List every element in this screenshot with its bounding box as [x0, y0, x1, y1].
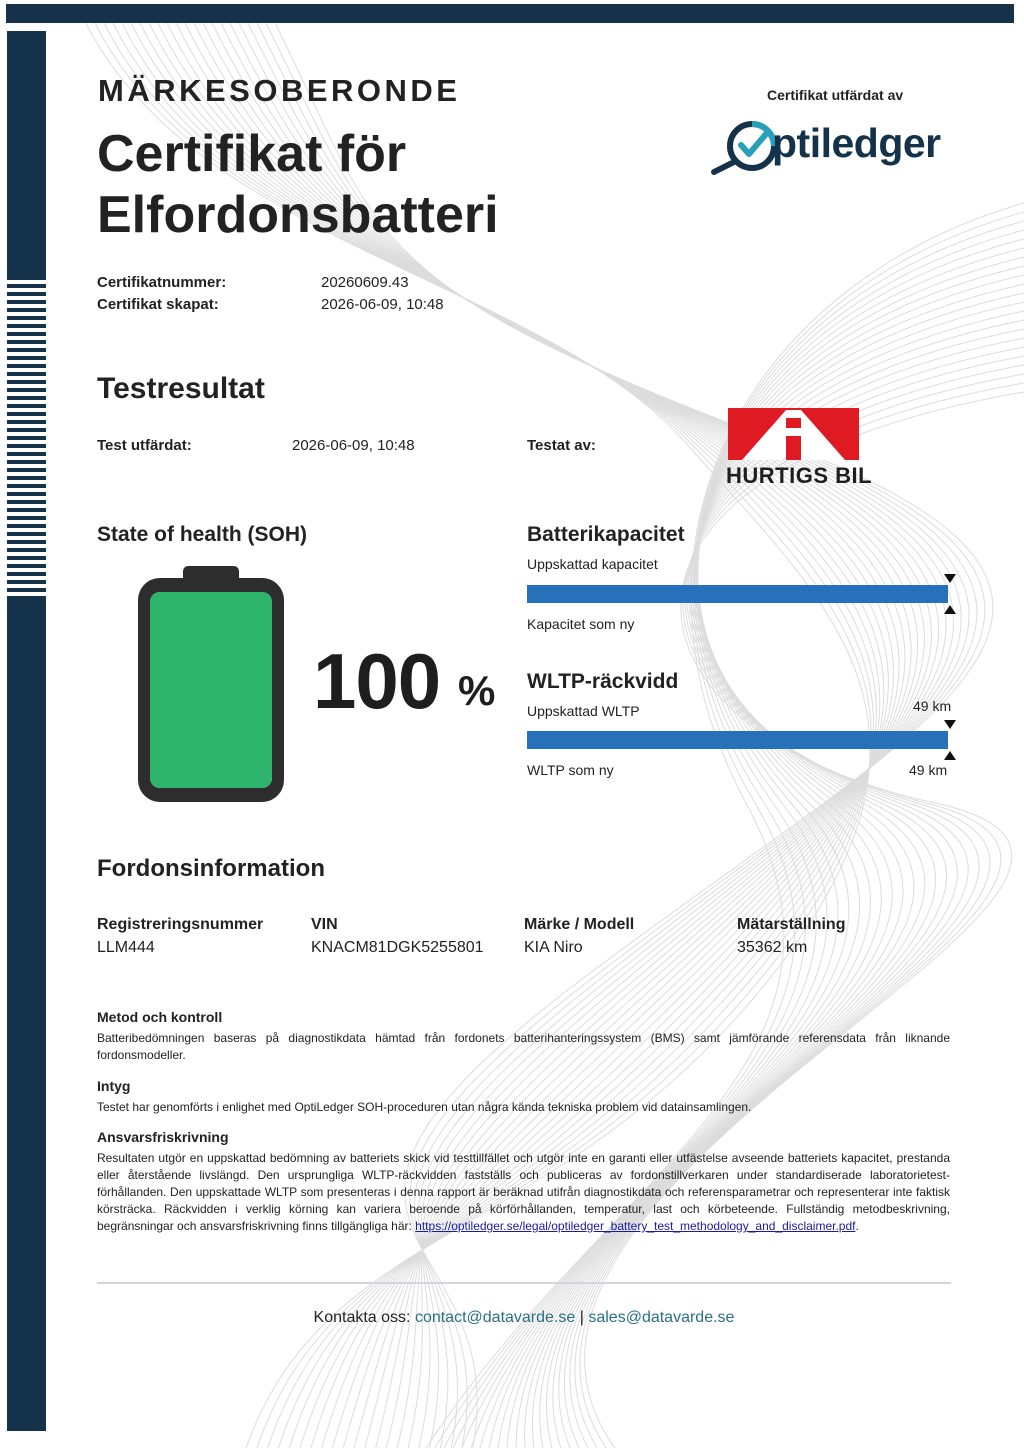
soh-heading: State of health (SOH) [97, 523, 308, 546]
method-heading: Metod och kontroll [97, 1009, 223, 1025]
capacity-new-marker [944, 605, 956, 614]
disclaimer-tail: . [855, 1219, 859, 1233]
footer-contact-label: Kontakta oss: [313, 1309, 411, 1326]
attestation-text: Testet har genomförts i enlighet med OptiLedger SOH-proceduren utan några kända tekniska problem vid datainsamlingen. [97, 1100, 752, 1114]
method-text: Batteribedömningen baseras på diagnostikdata hämtad från fordonets batterihanteringssystem (BMS) samt jämförande referensdata från liknande fordonsmodeller. [97, 1031, 950, 1062]
wltp-estimated-value: 49 km [913, 698, 952, 714]
document-title: Certifikat för Elfordonsbatteri [97, 125, 499, 244]
disclaimer-link[interactable]: https://optiledger.se/legal/optiledger_battery_test_methodology_and_disclaimer.pdf [415, 1219, 856, 1233]
certificate-created-value: 2026-06-09, 10:48 [321, 296, 444, 313]
test-results-heading: Testresultat [97, 372, 265, 405]
capacity-estimated-label: Uppskattad kapacitet [527, 556, 658, 572]
vehicle-vin-value: KNACM81DGK5255801 [311, 939, 484, 956]
battery-fill-level [150, 592, 272, 788]
capacity-bar-fill [527, 585, 948, 603]
capacity-heading: Batterikapacitet [527, 523, 685, 546]
wltp-new-label: WLTP som ny [527, 762, 614, 778]
wltp-estimated-label: Uppskattad WLTP [527, 703, 640, 719]
document-kicker: MÄRKESOBERONDE [98, 73, 461, 108]
top-border-bar [6, 4, 1014, 23]
disclaimer-text [97, 1150, 950, 1235]
hurtigs-bil-logo [726, 407, 873, 489]
wltp-new-value: 49 km [909, 762, 948, 778]
hurtigs-bil-logo-text: HURTIGS BIL [726, 463, 873, 488]
footer-separator: | [579, 1309, 584, 1326]
tested-by-label: Testat av: [527, 437, 596, 454]
magnifier-check-icon [708, 114, 778, 178]
certificate-number-value: 20260609.43 [321, 274, 409, 291]
side-border-bar [7, 31, 46, 1431]
footer-contact-email[interactable]: contact@datavarde.se [414, 1309, 576, 1326]
attestation-heading: Intyg [97, 1078, 131, 1094]
test-issued-value: 2026-06-09, 10:48 [292, 437, 415, 454]
optiledger-logo [708, 114, 958, 178]
battery-icon [136, 564, 286, 804]
vehicle-reg-label: Registreringsnummer [97, 916, 264, 933]
footer-divider [97, 1282, 951, 1284]
vehicle-odometer-value: 35362 km [737, 939, 808, 956]
wltp-bar-fill [527, 731, 948, 749]
soh-unit: % [458, 667, 496, 714]
capacity-bar [527, 585, 948, 603]
footer-sales-email[interactable]: sales@datavarde.se [588, 1309, 735, 1326]
issued-by-label: Certifikat utfärdat av [767, 87, 904, 103]
certificate-number-label: Certifikatnummer: [97, 274, 227, 291]
capacity-estimated-marker [944, 574, 956, 583]
hurtigs-road-icon [728, 408, 859, 460]
test-issued-label: Test utfärdat: [97, 437, 192, 454]
capacity-new-label: Kapacitet som ny [527, 616, 635, 632]
wltp-estimated-marker [944, 720, 956, 729]
disclaimer-body: Resultaten utgör en uppskattad bedömning av batteriets skick vid testtillfället och utgör inte en garanti eller utfästelse avseende batteriets kapacitet, prestanda eller återstående livslängd. Den ursprungliga WLTP-räckvidden fastställs och publiceras av fordonstillverkaren under standardiserade laboratorietest-förhållanden. Den uppskattade WLTP som presenteras i denna rapport är beräknad utifrån diagnostikdata och referensparametrar och representerar inte faktisk körsträcka. Räckvidden i verklig körning kan variera beroende på körförhållanden, temperatur, last och körbeteende. Fullständig metodbeskrivning, begränsningar och ansvarsfriskrivning finns tillgängliga här: [97, 1151, 950, 1233]
vehicle-make-label: Märke / Modell [524, 916, 635, 933]
wltp-bar [527, 731, 948, 749]
side-stripes [7, 276, 46, 596]
vehicle-odometer-label: Mätarställning [737, 916, 846, 933]
vehicle-reg-value: LLM444 [97, 939, 155, 956]
vehicle-info-heading: Fordonsinformation [97, 855, 325, 882]
disclaimer-heading: Ansvarsfriskrivning [97, 1129, 229, 1145]
certificate-created-label: Certifikat skapat: [97, 296, 219, 313]
soh-value: 100 [313, 637, 441, 725]
wltp-new-marker [944, 751, 956, 760]
optiledger-logo-text: ptiledger [772, 120, 941, 166]
vehicle-make-value: KIA Niro [524, 939, 583, 956]
vehicle-vin-label: VIN [311, 916, 338, 933]
footer-contact [0, 1309, 1024, 1327]
wltp-heading: WLTP-räckvidd [527, 670, 679, 693]
